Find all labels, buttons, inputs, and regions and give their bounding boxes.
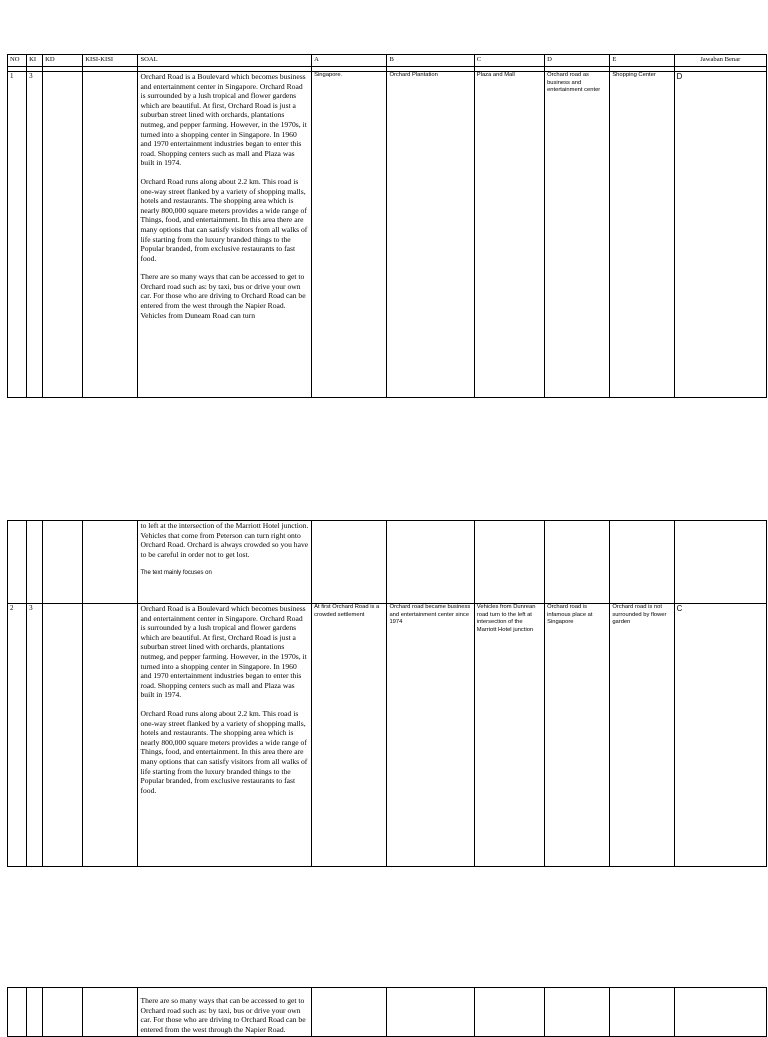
option-c: Plaza and Mall — [474, 72, 544, 398]
soal-text — [138, 72, 312, 398]
ki-value — [27, 988, 43, 1037]
ki-value: 3 — [27, 72, 43, 398]
col-a-header: A — [312, 55, 387, 67]
table-row — [8, 604, 767, 867]
col-d-header: D — [545, 55, 610, 67]
col-ki-header: KI — [27, 55, 43, 67]
col-kd-header: KD — [43, 55, 83, 67]
kd-cell — [43, 72, 83, 398]
question-prompt: The text mainly focuses on — [140, 570, 212, 577]
option-e — [610, 521, 674, 604]
kisi-cell — [83, 604, 138, 867]
exam-table-page-3 — [7, 987, 767, 1037]
soal-text — [138, 604, 312, 867]
exam-table-page-2 — [7, 520, 767, 867]
option-d — [545, 521, 610, 604]
question-number: 1 — [8, 72, 27, 398]
option-d: Orchard road is infamous place at Singapore — [545, 604, 610, 867]
option-d: Orchard road as business and entertainment center — [545, 72, 610, 398]
option-e: Shopping Center — [610, 72, 674, 398]
kd-cell — [43, 521, 83, 604]
option-a: Singapore. — [312, 72, 387, 398]
passage-paragraph-1: Orchard Road is a Boulevard which becomes business and entertainment center in Singapore. Orchard Road is surrounded by a lush tropical and flower gardens which are beautiful. At first, Orchard Road is just a suburban street lined with orchards, plantations nutmeg, and pepper farming. However, in the 1970s, it turned into a shopping center in Singapore. In 1960 and 1970 entertainment industries began to enter this road. Shopping centers such as mall and Plaza was built in 1974. — [140, 72, 307, 168]
kd-cell — [43, 604, 83, 867]
option-a — [312, 988, 387, 1037]
passage-paragraph-1: Orchard Road is a Boulevard which becomes business and entertainment center in Singapore. Orchard Road is surrounded by a lush tropical and flower gardens which are beautiful. At first, Orchard Road is just a suburban street lined with orchards, plantations nutmeg, and pepper farming. However, in the 1970s, it turned into a shopping center in Singapore. In 1960 and 1970 entertainment industries began to enter this road. Shopping centers such as mall and Plaza was built in 1974. — [140, 604, 307, 700]
passage-paragraph-2: Orchard Road runs along about 2.2 km. This road is one-way street flanked by a variety of shopping malls, hotels and restaurants. The shopping area which is nearly 800,000 square meters provides a wide range of Things, food, and entertainment. In this area there are many options that can satisfy visitors from all walks of life starting from the luxury branded things to the Popular branded, from exclusive restaurants to fast food. — [140, 708, 308, 795]
passage-paragraph-3-start: There are so many ways that can be accessed to get to Orchard road such as: by taxi, bus or drive your own car. For those who are driving to Orchard Road can be entered from the west through the Napier Road. Vehicles from Duneam Road can turn — [140, 272, 306, 320]
table-header-row — [8, 55, 767, 67]
question-number — [8, 988, 27, 1037]
table-row — [8, 521, 767, 604]
option-b: Orchard road became business and entertainment center since 1974 — [387, 604, 474, 867]
kd-cell — [43, 988, 83, 1037]
soal-text — [138, 521, 312, 604]
correct-answer: C — [674, 604, 766, 867]
correct-answer — [674, 988, 766, 1037]
passage-paragraph-3: There are so many ways that can be accessed to get to Orchard road such as: by taxi, bus or drive your own car. For those who are driving to Orchard Road can be entered from the west through the Napier Road. — [140, 996, 306, 1034]
option-c — [474, 988, 544, 1037]
table-row — [8, 988, 767, 1037]
option-e — [610, 988, 674, 1037]
ki-value — [27, 521, 43, 604]
passage-paragraph-2: Orchard Road runs along about 2.2 km. This road is one-way street flanked by a variety of shopping malls, hotels and restaurants. The shopping area which is nearly 800,000 square meters provides a wide range of Things, food, and entertainment. In this area there are many options that can satisfy visitors from all walks of life starting from the luxury branded things to the Popular branded, from exclusive restaurants to fast food. — [140, 176, 308, 263]
kisi-cell — [83, 72, 138, 398]
exam-table-page-1 — [7, 54, 767, 398]
kisi-cell — [83, 521, 138, 604]
col-kisi-header: KISI-KISI — [83, 55, 138, 67]
col-no-header: NO — [8, 55, 27, 67]
option-b — [387, 988, 474, 1037]
correct-answer: D — [674, 72, 766, 398]
question-number: 2 — [8, 604, 27, 867]
col-c-header: C — [474, 55, 544, 67]
ki-value: 3 — [27, 604, 43, 867]
table-row — [8, 72, 767, 398]
option-b: Orchard Plantation — [387, 72, 474, 398]
option-c: Vehicles from Dunrean road turn to the left at intersection of the Marriott Hotel junction — [474, 604, 544, 867]
correct-answer — [674, 521, 766, 604]
passage-paragraph-3-end: to left at the intersection of the Marriott Hotel junction. Vehicles that come from Peterson can turn right onto Orchard Road. Orchard is always crowded so you have to be careful in order not to get lost. — [140, 521, 309, 559]
col-soal-header: SOAL — [138, 55, 312, 67]
soal-text — [138, 988, 312, 1037]
kisi-cell — [83, 988, 138, 1037]
option-a: At first Orchard Road is a crowded settlement — [312, 604, 387, 867]
option-e: Orchard road is not surrounded by flower garden — [610, 604, 674, 867]
col-e-header: E — [610, 55, 674, 67]
option-c — [474, 521, 544, 604]
question-number — [8, 521, 27, 604]
col-b-header: B — [387, 55, 474, 67]
option-a — [312, 521, 387, 604]
option-b — [387, 521, 474, 604]
col-answer-header: Jawaban Benar — [674, 55, 766, 67]
option-d — [545, 988, 610, 1037]
